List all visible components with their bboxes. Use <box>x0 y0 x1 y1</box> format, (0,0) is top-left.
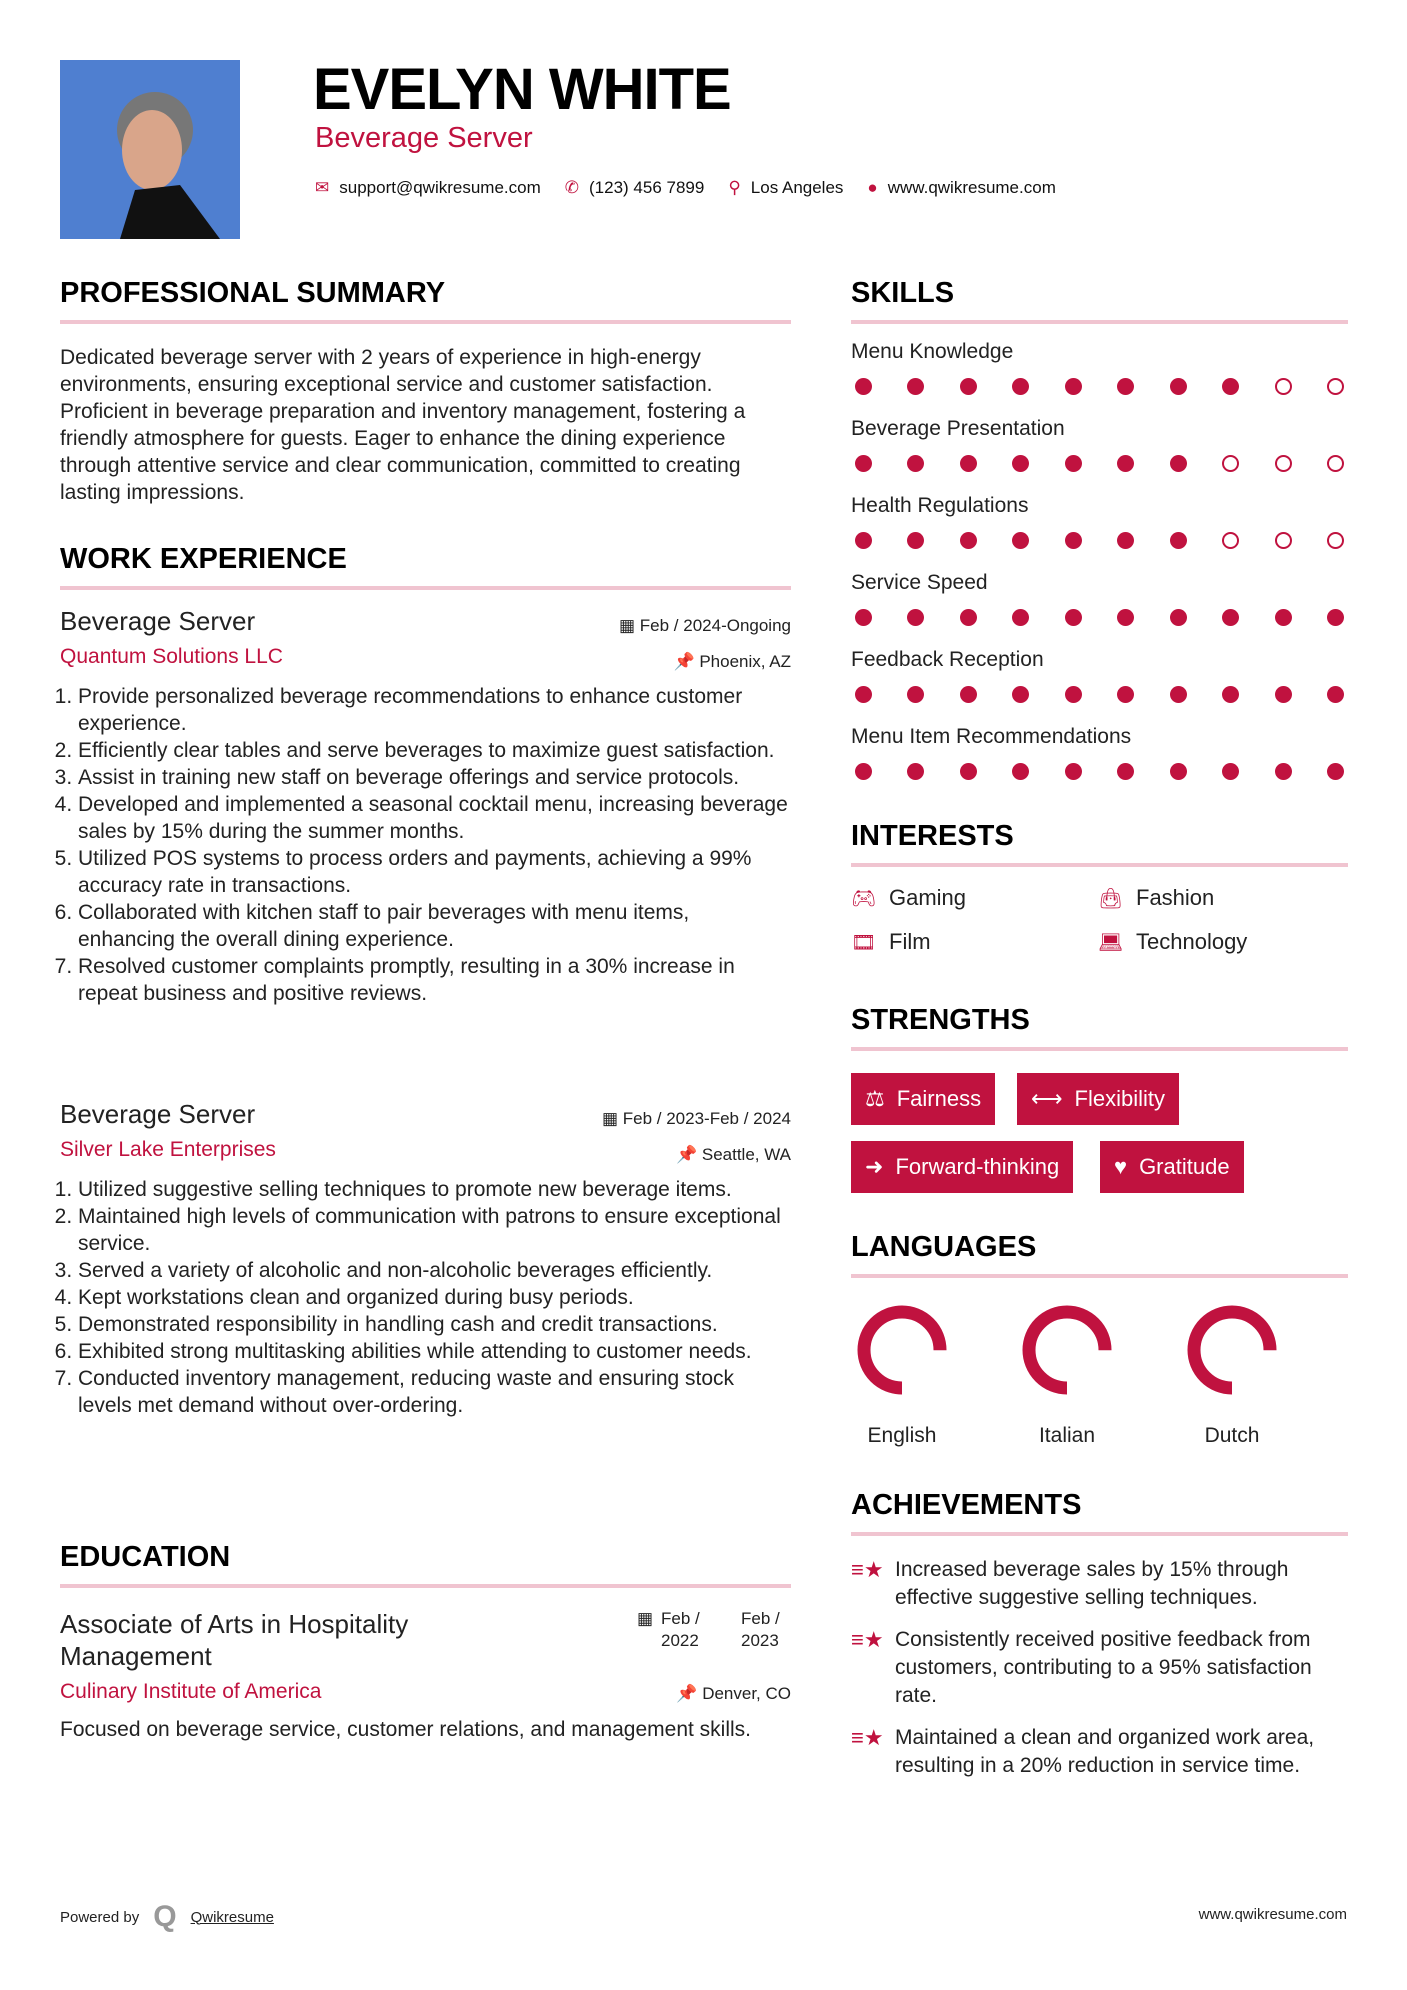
strengths-section <box>851 1004 1348 1204</box>
filled-dot <box>855 763 872 780</box>
filled-dot <box>1117 532 1134 549</box>
summary-text: Dedicated beverage server with 2 years of experience in high-energy environments, ensuring exceptional service and customer satisfaction. Proficient in beverage preparation and inventory management, fostering a friendly atmosphere for guests. Eager to enhance the dining experience through attentive service and clear communication, committed to creating lasting impressions. <box>60 346 746 504</box>
filled-dot <box>1327 763 1344 780</box>
calendar-icon: ▦ <box>636 1609 653 1628</box>
filled-dot <box>855 609 872 626</box>
filled-dot <box>1065 686 1082 703</box>
list-item: 4. Developed and implemented a seasonal cocktail menu, increasing beverage sales by 15% during the summer months. <box>78 791 791 845</box>
skill-item <box>851 725 1348 780</box>
footer-site[interactable]: www.qwikresume.com <box>1198 1906 1347 1923</box>
filled-dot <box>1170 455 1187 472</box>
strength-label: Forward-thinking <box>895 1154 1060 1179</box>
star-icon: ≡★ <box>851 1627 884 1652</box>
filled-dot <box>907 686 924 703</box>
heart-icon: ♥ <box>1114 1154 1128 1179</box>
empty-dot <box>1327 378 1344 395</box>
language-item <box>1012 1300 1122 1448</box>
filled-dot <box>1170 763 1187 780</box>
job-date: ▦ Feb / 2023-Feb / 2024 <box>601 1109 791 1128</box>
filled-dot <box>1170 686 1187 703</box>
divider <box>851 1047 1348 1051</box>
bullet-list <box>60 683 791 1007</box>
list-item: 5. Demonstrated responsibility in handling cash and credit transactions. <box>78 1311 791 1338</box>
degree: Associate of Arts in Hospitality Management <box>60 1609 409 1671</box>
list-item: 6. Exhibited strong multitasking abilities while attending to customer needs. <box>78 1338 791 1365</box>
location-text: Phoenix, AZ <box>699 652 791 671</box>
strength-label: Fairness <box>896 1086 982 1111</box>
empty-dot <box>1275 378 1292 395</box>
company: Silver Lake Enterprises <box>60 1138 276 1161</box>
filled-dot <box>1117 763 1134 780</box>
achievement-text: Maintained a clean and organized work area, resulting in a 20% reduction in service time. <box>895 1726 1315 1777</box>
filled-dot <box>960 378 977 395</box>
film-icon: 🎞︎ <box>851 931 877 954</box>
list-item: 6. Collaborated with kitchen staff to pair beverages with menu items, enhancing the overall dining experience. <box>78 899 791 953</box>
location: Los Angeles <box>750 178 844 197</box>
filled-dot <box>1117 686 1134 703</box>
skill-label: Feedback Reception <box>851 648 1044 671</box>
filled-dot <box>1222 686 1239 703</box>
skill-label: Health Regulations <box>851 494 1029 517</box>
filled-dot <box>855 378 872 395</box>
filled-dot <box>1065 455 1082 472</box>
scale-icon: ⚖ <box>865 1086 885 1111</box>
map-pin-icon: ⚲ <box>728 178 741 197</box>
filled-dot <box>907 763 924 780</box>
list-item: 2. Maintained high levels of communication with patrons to ensure exceptional service. <box>78 1203 791 1257</box>
edu-location: 📌 Denver, CO <box>676 1684 791 1703</box>
strength-label: Gratitude <box>1139 1154 1230 1179</box>
skill-item <box>851 571 1348 626</box>
interest-item <box>1098 929 1348 955</box>
interests-section <box>851 820 1348 955</box>
filled-dot <box>1012 532 1029 549</box>
skill-item <box>851 417 1348 472</box>
filled-dot <box>960 455 977 472</box>
contact-bar <box>315 178 1056 198</box>
achievement-item <box>851 1556 1348 1612</box>
strength-label: Flexibility <box>1074 1086 1166 1111</box>
achievement-text: Consistently received positive feedback from customers, contributing to a 95% satisfaction rate. <box>895 1628 1312 1707</box>
profile-photo <box>60 60 240 239</box>
end-date: Feb / 2023 <box>741 1609 780 1650</box>
section-heading: ACHIEVEMENTS <box>851 1489 1082 1521</box>
empty-dot <box>1222 455 1239 472</box>
skill-item <box>851 494 1348 549</box>
filled-dot <box>1012 686 1029 703</box>
language-level-ring <box>1017 1300 1117 1400</box>
filled-dot <box>1117 378 1134 395</box>
language-label: Dutch <box>1204 1424 1260 1447</box>
job-date: ▦ Feb / 2024-Ongoing <box>618 616 791 635</box>
section-heading: PROFESSIONAL SUMMARY <box>60 277 446 309</box>
shopping-bag-icon: 👜︎ <box>1098 887 1124 910</box>
divider <box>60 1584 791 1588</box>
filled-dot <box>960 532 977 549</box>
section-heading: STRENGTHS <box>851 1004 1030 1036</box>
start-date: Feb / 2022 <box>661 1609 700 1650</box>
job-title: Beverage Server <box>60 1099 256 1129</box>
filled-dot <box>1012 378 1029 395</box>
bullet-list <box>60 1176 791 1419</box>
section-heading: INTERESTS <box>851 820 1014 852</box>
email[interactable]: support@qwikresume.com <box>339 178 541 197</box>
experience-section <box>60 543 791 590</box>
brand-link[interactable]: Qwikresume <box>190 1908 274 1926</box>
strength-badge <box>851 1141 1073 1193</box>
skill-item <box>851 340 1348 395</box>
filled-dot <box>1222 378 1239 395</box>
skill-rating <box>851 532 1348 549</box>
list-item: 7. Conducted inventory management, reducing waste and ensuring stock levels met demand without over-ordering. <box>78 1365 791 1419</box>
section-heading: LANGUAGES <box>851 1231 1037 1263</box>
strength-badge <box>1017 1073 1179 1125</box>
language-level-ring <box>1182 1300 1282 1400</box>
skill-label: Menu Knowledge <box>851 340 1014 363</box>
interest-item <box>1098 885 1348 911</box>
date-text: Feb / 2023-Feb / 2024 <box>622 1109 791 1128</box>
skill-item <box>851 648 1348 703</box>
school: Culinary Institute of America <box>60 1680 322 1703</box>
filled-dot <box>1065 609 1082 626</box>
date-text: Feb / 2024-Ongoing <box>639 616 791 635</box>
list-item: 5. Utilized POS systems to process orders and payments, achieving a 99% accuracy rate in transactions. <box>78 845 791 899</box>
section-heading: WORK EXPERIENCE <box>60 543 347 575</box>
filled-dot <box>1117 609 1134 626</box>
skill-rating <box>851 686 1348 703</box>
language-label: Italian <box>1038 1424 1096 1447</box>
divider <box>851 1532 1348 1536</box>
language-item <box>1177 1300 1287 1448</box>
interest-label: Film <box>889 929 931 954</box>
list-item: 2. Efficiently clear tables and serve beverages to maximize guest satisfaction. <box>78 737 791 764</box>
divider <box>851 863 1348 867</box>
skill-rating <box>851 455 1348 472</box>
education-section <box>60 1541 791 1743</box>
candidate-name: EVELYN WHITE <box>313 57 731 122</box>
interest-item <box>851 885 1098 911</box>
footer-powered <box>60 1900 274 1934</box>
strength-badge <box>851 1073 995 1125</box>
filled-dot <box>1065 378 1082 395</box>
empty-dot <box>1275 455 1292 472</box>
filled-dot <box>1327 686 1344 703</box>
divider <box>60 320 791 324</box>
skill-rating <box>851 763 1348 780</box>
envelope-icon: ✉ <box>315 178 330 197</box>
job-title: Beverage Server <box>315 122 533 154</box>
filled-dot <box>907 609 924 626</box>
filled-dot <box>960 609 977 626</box>
filled-dot <box>1327 609 1344 626</box>
star-icon: ≡★ <box>851 1725 884 1750</box>
skill-label: Menu Item Recommendations <box>851 725 1132 748</box>
interest-label: Technology <box>1136 929 1248 954</box>
filled-dot <box>1275 763 1292 780</box>
filled-dot <box>855 455 872 472</box>
filled-dot <box>1170 378 1187 395</box>
achievement-text: Increased beverage sales by 15% through effective suggestive selling techniques. <box>895 1558 1289 1609</box>
skills-section <box>851 277 1348 802</box>
achievements-section <box>851 1489 1348 1794</box>
filled-dot <box>1275 686 1292 703</box>
empty-dot <box>1222 532 1239 549</box>
divider <box>851 320 1348 324</box>
summary-section <box>60 277 791 506</box>
edu-dates <box>637 1608 791 1652</box>
divider <box>851 1274 1348 1278</box>
language-item <box>847 1300 957 1448</box>
empty-dot <box>1327 532 1344 549</box>
filled-dot <box>1170 609 1187 626</box>
language-label: English <box>867 1424 937 1447</box>
location-text: Denver, CO <box>702 1684 791 1703</box>
phone-icon: ✆ <box>564 178 579 197</box>
list-item: 1. Provide personalized beverage recommendations to enhance customer experience. <box>78 683 791 737</box>
skill-rating <box>851 609 1348 626</box>
phone: (123) 456 7899 <box>589 178 705 197</box>
filled-dot <box>1117 455 1134 472</box>
job-entry <box>60 1099 791 1499</box>
filled-dot <box>1170 532 1187 549</box>
job-location: 📌 Seattle, WA <box>675 1145 791 1164</box>
filled-dot <box>1012 609 1029 626</box>
list-item: 7. Resolved customer complaints promptly, resulting in a 30% increase in repeat business and positive reviews. <box>78 953 791 1007</box>
filled-dot <box>855 532 872 549</box>
section-heading: EDUCATION <box>60 1541 231 1573</box>
filled-dot <box>1275 609 1292 626</box>
job-location: 📌 Phoenix, AZ <box>673 652 791 671</box>
filled-dot <box>960 686 977 703</box>
location-text: Seattle, WA <box>701 1145 791 1164</box>
empty-dot <box>1327 455 1344 472</box>
skill-label: Service Speed <box>851 571 988 594</box>
powered-by-label: Powered by <box>60 1908 140 1926</box>
interest-label: Gaming <box>889 885 967 910</box>
filled-dot <box>1012 455 1029 472</box>
skill-rating <box>851 378 1348 395</box>
interest-item <box>851 929 1098 955</box>
arrow-right-icon: ➜ <box>865 1154 884 1179</box>
filled-dot <box>1065 532 1082 549</box>
list-item: 3. Served a variety of alcoholic and non-alcoholic beverages efficiently. <box>78 1257 791 1284</box>
filled-dot <box>907 455 924 472</box>
gamepad-icon: 🎮︎ <box>851 887 877 910</box>
filled-dot <box>1222 609 1239 626</box>
achievement-item <box>851 1724 1348 1780</box>
empty-dot <box>1275 532 1292 549</box>
laptop-icon: 💻︎ <box>1098 931 1124 954</box>
filled-dot <box>1222 763 1239 780</box>
filled-dot <box>907 532 924 549</box>
filled-dot <box>907 378 924 395</box>
achievement-item <box>851 1626 1348 1710</box>
job-entry <box>60 606 791 1066</box>
company: Quantum Solutions LLC <box>60 645 283 668</box>
filled-dot <box>1065 763 1082 780</box>
list-item: 1. Utilized suggestive selling techniques to promote new beverage items. <box>78 1176 791 1203</box>
skill-label: Beverage Presentation <box>851 417 1065 440</box>
list-item: 3. Assist in training new staff on beverage offerings and service protocols. <box>78 764 791 791</box>
filled-dot <box>960 763 977 780</box>
list-item: 4. Kept workstations clean and organized during busy periods. <box>78 1284 791 1311</box>
divider <box>60 586 791 590</box>
edu-description: Focused on beverage service, customer relations, and management skills. <box>60 1718 752 1741</box>
job-title: Beverage Server <box>60 606 256 636</box>
interest-label: Fashion <box>1136 885 1215 910</box>
language-level-ring <box>852 1300 952 1400</box>
filled-dot <box>855 686 872 703</box>
star-icon: ≡★ <box>851 1557 884 1582</box>
globe-icon: ● <box>867 178 878 197</box>
website[interactable]: www.qwikresume.com <box>887 178 1056 197</box>
languages-section <box>851 1231 1348 1451</box>
section-heading: SKILLS <box>851 277 955 309</box>
qwikresume-logo-icon: Q <box>153 1900 177 1933</box>
arrows-horizontal-icon: ⟷ <box>1031 1086 1063 1111</box>
strength-badge <box>1100 1141 1244 1193</box>
filled-dot <box>1012 763 1029 780</box>
